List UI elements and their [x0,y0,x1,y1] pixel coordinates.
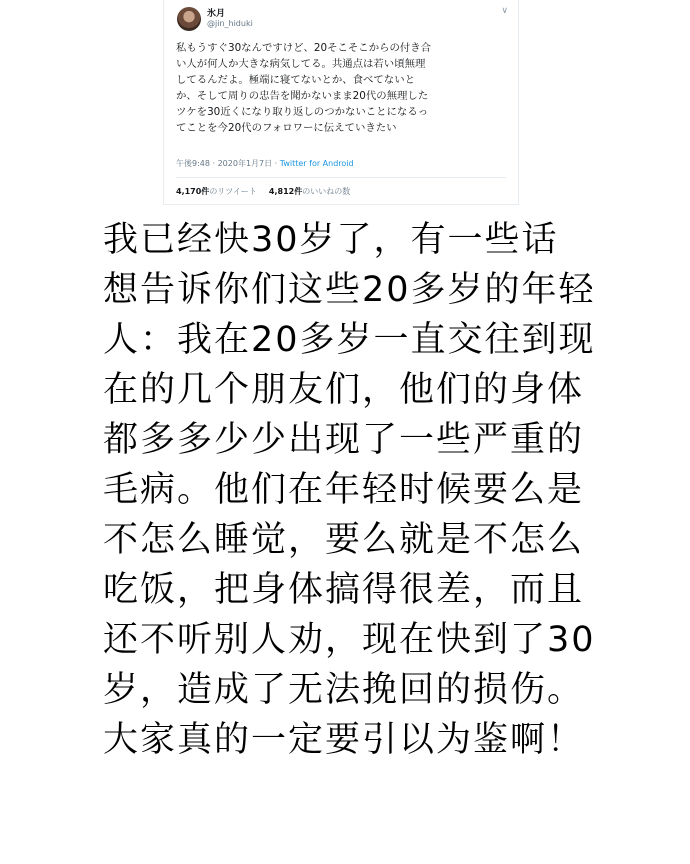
caption-line: 岁，造成了无法挽回的损伤。 [103,670,585,710]
caption-line: 我已经快30岁了，有一些话 [103,220,559,260]
tweet-user-handle[interactable]: @jin_hiduki [207,19,253,28]
divider [176,177,506,178]
chevron-down-icon[interactable]: ∨ [501,6,508,16]
retweets-count: 4,170件 [176,187,210,196]
tweet-timestamp[interactable]: 午後9:48 · 2020年1月7日 · [176,159,280,168]
tweet-card [163,0,519,205]
tweet-text-line: 私もうすぐ30なんですけど、20そこそこからの付き合 [176,42,432,54]
caption-line: 吃饭，把身体搞得很差，而且 [103,570,585,610]
translation-caption [103,215,603,765]
tweet-text-line: い人が何人か大きな病気してる。共通点は若い頃無理 [176,58,426,70]
caption-line: 大家真的一定要引以为鉴啊！ [103,720,585,760]
tweet-text-line: してるんだよ。極端に寝てないとか、食べてないと [176,74,415,86]
caption-line: 都多多少少出现了一些严重的 [103,420,585,460]
caption-line: 毛病。他们在年轻时候要么是 [103,470,585,510]
caption-line: 想告诉你们这些20多岁的年轻 [103,270,596,310]
tweet-text-line: てことを今20代のフォロワーに伝えていきたい [176,122,397,134]
retweets-label: のリツイート [209,187,257,196]
likes-count: 4,812件 [268,187,303,196]
caption-line: 在的几个朋友们，他们的身体 [103,370,585,410]
tweet-source-link[interactable]: Twitter for Android [279,159,354,168]
likes-label: のいいねの数 [302,187,351,196]
retweets-stat[interactable] [176,187,257,196]
caption-line: 人：我在20多岁一直交往到现 [103,320,596,360]
caption-line: 不怎么睡觉，要么就是不怎么 [103,520,585,560]
tweet-stats [176,186,350,197]
likes-stat[interactable] [269,187,350,196]
tweet-user-name[interactable]: 氷月 [207,9,226,19]
tweet-text-line: か、そして周りの忠告を聞かないまま20代の無理した [176,90,429,102]
tweet-text [176,40,512,136]
tweet-text-line: ツケを30近くになり取り返しのつかないことになるっ [176,106,429,118]
caption-line: 还不听别人劝，现在快到了30 [103,620,596,660]
tweet-meta [176,158,354,169]
avatar[interactable] [177,7,201,31]
